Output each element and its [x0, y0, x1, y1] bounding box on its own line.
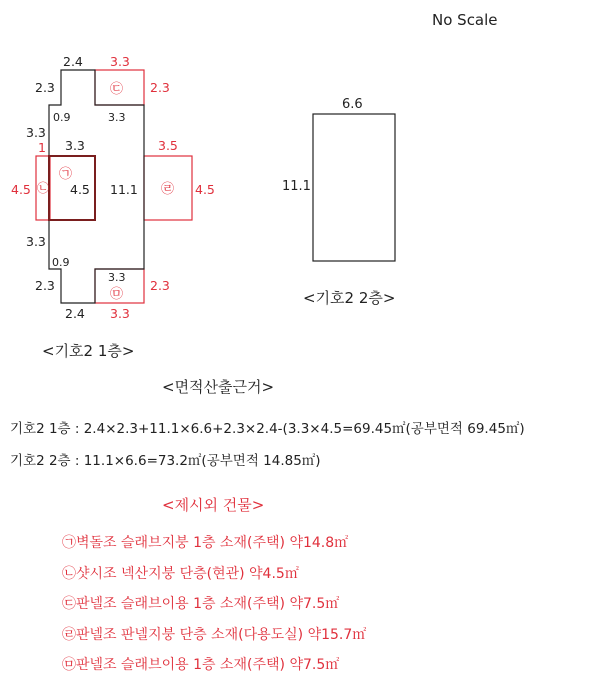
extra-buildings-list	[62, 532, 366, 685]
dim-left-lower: 2.3	[35, 278, 55, 293]
mark-d: ㉣	[161, 182, 175, 197]
dim-annex-c-height: 2.3	[150, 80, 170, 95]
dim-annex-b-height: 4.5	[11, 182, 31, 197]
dim-left-mid-lower: 3.3	[26, 234, 46, 249]
mark-e: ㉤	[110, 287, 124, 302]
dim-left-mid-upper: 3.3	[26, 125, 46, 140]
dim-2f-height: 11.1	[282, 179, 311, 194]
dim-annex-e-height: 2.3	[150, 278, 170, 293]
mark-c: ㉢	[110, 82, 124, 97]
area-basis-line-2: 기호2 2층 : 11.1×6.6=73.2㎡(공부면적 14.85㎡)	[10, 453, 321, 469]
mark-a: ㉠	[59, 167, 73, 182]
dim-left-upper: 2.3	[35, 80, 55, 95]
dim-annex-b-width: 1	[38, 140, 46, 155]
dim-annex-d-width: 3.5	[158, 138, 178, 153]
dim-inner-room-top: 3.3	[65, 138, 85, 153]
extra-buildings-title: <제시외 건물>	[162, 496, 265, 514]
caption-1f: <기호2 1층>	[42, 342, 135, 360]
dim-main-height: 11.1	[110, 182, 138, 197]
list-item: ㉠벽돌조 슬래브지붕 1층 소재(주택) 약14.8㎡	[62, 535, 349, 551]
dim-annex-e-width: 3.3	[110, 306, 130, 321]
caption-2f: <기호2 2층>	[303, 289, 396, 307]
area-basis-line-1: 기호2 1층 : 2.4×2.3+11.1×6.6+2.3×2.4-(3.3×4.5=69.45㎡(공부면적 69.45㎡)	[10, 421, 525, 437]
second-floor-outline	[313, 114, 395, 261]
list-item: ㉣판넬조 판넬지붕 단층 소재(다용도실) 약15.7㎡	[62, 626, 367, 643]
dim-annex-d-height: 4.5	[195, 182, 215, 197]
dim-bottom-width: 2.4	[65, 306, 85, 321]
scale-note: No Scale	[432, 11, 498, 29]
dim-upper-inner-width: 3.3	[108, 111, 126, 124]
list-item: ㉤판넬조 슬래브이용 1층 소재(주택) 약7.5㎡	[62, 657, 340, 673]
mark-b: ㉡	[37, 181, 50, 195]
list-item: ㉢판넬조 슬래브이용 1층 소재(주택) 약7.5㎡	[62, 596, 340, 612]
area-basis-title: <면적산출근거>	[162, 378, 275, 396]
dim-top-width: 2.4	[63, 54, 83, 69]
list-item: ㉡샷시조 넥산지붕 단층(현관) 약4.5㎡	[62, 565, 299, 582]
dim-inset-top: 0.9	[53, 111, 71, 124]
dim-lower-inner-width: 3.3	[108, 271, 126, 284]
dim-annex-c-width: 3.3	[110, 54, 130, 69]
dim-2f-width: 6.6	[342, 97, 363, 112]
dim-inset-bottom: 0.9	[52, 256, 70, 269]
dim-inner-room-height: 4.5	[70, 182, 90, 197]
